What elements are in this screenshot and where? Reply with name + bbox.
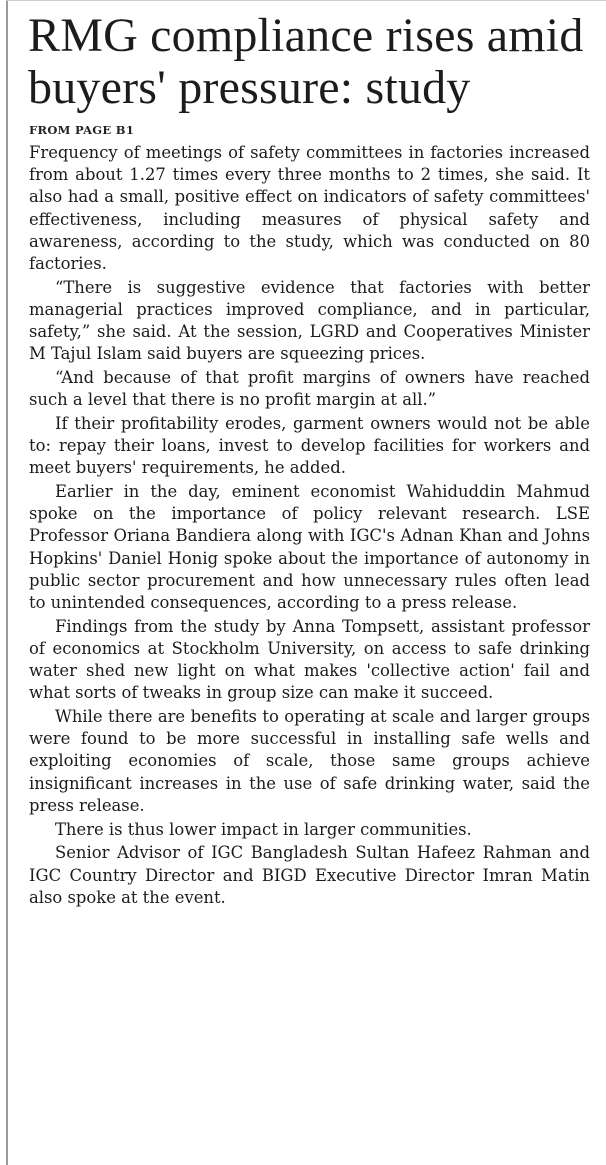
- paragraph-7: While there are benefits to operating at scale and larger groups were found to be more successful in installing safe wells and exploiting economies of scale, those same groups achieve insignificant increases in the use of safe drinking water, said the press release.: [29, 707, 590, 815]
- paragraph-3: “And because of that profit margins of owners have reached such a level that there is no profit margin at all.”: [29, 368, 590, 410]
- headline-line-1: RMG compliance rises amid: [28, 9, 584, 62]
- paragraph-8: There is thus lower impact in larger communities.: [55, 819, 472, 839]
- paragraph-4: If their profitability erodes, garment owners would not be able to: repay their loans, invest to develop facilities for workers and meet buyers' requirements, he added.: [29, 413, 590, 478]
- column-rule-left: [6, 0, 8, 1165]
- paragraph-6: Findings from the study by Anna Tompsett, assistant professor of economics at Stockholm University, on access to safe drinking water shed new light on what makes 'collective action' fail and what sorts of tweaks in group size can make it succeed.: [29, 616, 590, 703]
- column-rule-top: [6, 0, 606, 1]
- paragraph-1: Frequency of meetings of safety committees in factories increased from about 1.27 times every three months to 2 times, she said. It also had a small, positive effect on indicators of safety committees' effectiveness, including measures of physical safety and awareness, according to the study, which was conducted on 80 factories.: [29, 143, 590, 274]
- headline: [28, 10, 598, 114]
- headline-line-2: buyers' pressure: study: [28, 61, 471, 114]
- continuation-kicker: FROM PAGE B1: [29, 123, 135, 137]
- paragraph-5: Earlier in the day, eminent economist Wahiduddin Mahmud spoke on the importance of policy relevant research. LSE Professor Oriana Bandiera along with IGC's Adnan Khan and Johns Hopkins' Daniel Honig spoke about the importance of autonomy in public sector procurement and how unnecessary rules often lead to unintended consequences, according to a press release.: [29, 482, 590, 613]
- article-body: [29, 142, 590, 910]
- paragraph-9: Senior Advisor of IGC Bangladesh Sultan Hafeez Rahman and IGC Country Director and BIGD Executive Director Imran Matin also spoke at the event.: [29, 843, 590, 907]
- paragraph-2: “There is suggestive evidence that factories with better managerial practices improved compliance, and in particular, safety,” she said. At the session, LGRD and Cooperatives Minister M Tajul Islam said buyers are squeezing prices.: [29, 277, 590, 364]
